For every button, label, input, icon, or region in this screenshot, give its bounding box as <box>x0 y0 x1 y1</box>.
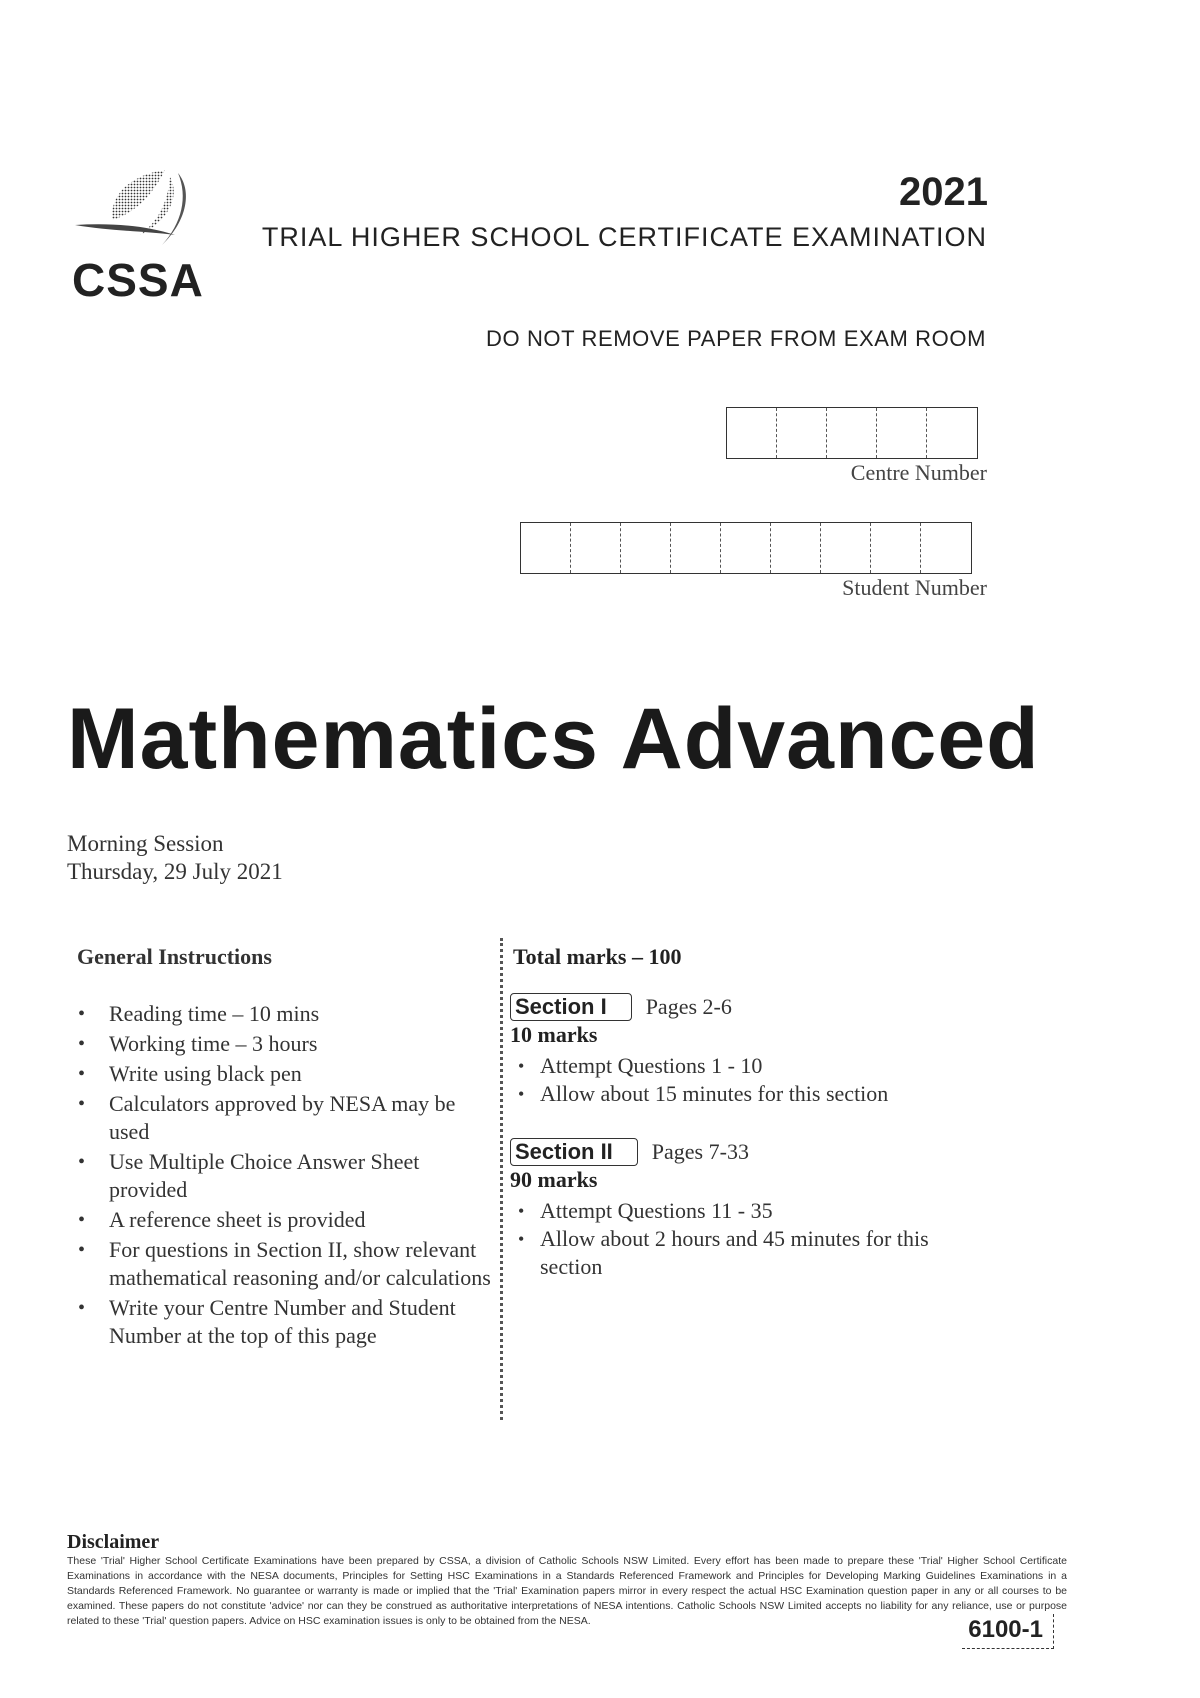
section-1-pages: Pages 2-6 <box>645 994 732 1019</box>
session-info <box>67 830 283 886</box>
cssa-logo <box>70 165 220 305</box>
section-2-block <box>510 1138 970 1281</box>
section-1-label: Section I <box>510 993 632 1021</box>
digit-box[interactable] <box>777 408 827 458</box>
student-number-label: Student Number <box>842 575 987 600</box>
instruction-item: • Write your Centre Number and Student Number at the top of this page <box>78 1294 498 1350</box>
instruction-item: • For questions in Section II, show relevant mathematical reasoning and/or calculations <box>78 1236 498 1292</box>
disclaimer-text: These 'Trial' Higher School Certificate Examinations have been prepared by CSSA, a division of Catholic Schools NSW Limited. Every effort has been made to prepare these 'Trial' Higher School Certificate Examinations in accordance with the NESA documents, Principles for Setting HSC Examinations in a Standards Referenced Framework and Principles for Developing Marking Guidelines Examinations in a Standards Referenced Framework. No guarantee or warranty is made or implied that the 'Trial' Examination papers mirror in every respect the actual HSC Examination question paper in any or all courses to be examined. These papers do not constitute 'advice' nor can they be construed as authoritative interpretations of NESA intentions. Catholic Schools NSW Limited accepts no liability for any reliance, use or purpose related to these 'Trial' question papers. Advice on HSC examination issues is only to be obtained from the NESA. <box>67 1555 1067 1627</box>
section-2-marks: 90 marks <box>510 1167 598 1192</box>
total-marks: Total marks – 100 <box>513 944 682 969</box>
instructions-list <box>78 1000 498 1352</box>
section-1-marks: 10 marks <box>510 1022 598 1047</box>
logo-text: CSSA <box>72 254 204 306</box>
instruction-item: • Reading time – 10 mins <box>78 1000 498 1028</box>
instruction-item: • Working time – 3 hours <box>78 1030 498 1058</box>
digit-box[interactable] <box>921 523 971 573</box>
session-date: Thursday, 29 July 2021 <box>67 859 283 884</box>
centre-number-boxes[interactable] <box>726 407 978 459</box>
digit-box[interactable] <box>871 523 921 573</box>
column-divider <box>500 938 503 1420</box>
disclaimer-title: Disclaimer <box>67 1531 160 1553</box>
digit-box[interactable] <box>727 408 777 458</box>
session-name: Morning Session <box>67 831 224 856</box>
instruction-item: • Write using black pen <box>78 1060 498 1088</box>
section-2-list <box>510 1197 970 1281</box>
section-1-item: • Allow about 15 minutes for this section <box>510 1080 970 1108</box>
digit-box[interactable] <box>621 523 671 573</box>
section-1-item: • Attempt Questions 1 - 10 <box>510 1052 970 1080</box>
digit-box[interactable] <box>721 523 771 573</box>
digit-box[interactable] <box>927 408 977 458</box>
digit-box[interactable] <box>521 523 571 573</box>
instruction-item: • A reference sheet is provided <box>78 1206 498 1234</box>
student-number-boxes[interactable] <box>520 522 972 574</box>
section-1-block <box>510 993 970 1108</box>
section-2-item: • Allow about 2 hours and 45 minutes for this section <box>510 1225 970 1281</box>
subject-title: Mathematics Advanced <box>67 691 1040 787</box>
digit-box[interactable] <box>877 408 927 458</box>
paper-code: 6100-1 <box>962 1614 1054 1649</box>
exam-year: 2021 <box>899 170 988 214</box>
section-2-label: Section II <box>510 1138 638 1166</box>
instruction-item: • Use Multiple Choice Answer Sheet provided <box>78 1148 498 1204</box>
instructions-heading: General Instructions <box>77 944 272 969</box>
digit-box[interactable] <box>821 523 871 573</box>
section-2-pages: Pages 7-33 <box>651 1139 749 1164</box>
globe-swoosh-icon <box>70 165 220 260</box>
section-2-item: • Attempt Questions 11 - 35 <box>510 1197 970 1225</box>
digit-box[interactable] <box>571 523 621 573</box>
digit-box[interactable] <box>827 408 877 458</box>
centre-number-label: Centre Number <box>850 460 987 485</box>
digit-box[interactable] <box>671 523 721 573</box>
exam-notice: DO NOT REMOVE PAPER FROM EXAM ROOM <box>486 326 986 351</box>
instruction-item: • Calculators approved by NESA may be used <box>78 1090 498 1146</box>
digit-box[interactable] <box>771 523 821 573</box>
section-1-list <box>510 1052 970 1108</box>
exam-title: TRIAL HIGHER SCHOOL CERTIFICATE EXAMINATION <box>261 222 987 252</box>
